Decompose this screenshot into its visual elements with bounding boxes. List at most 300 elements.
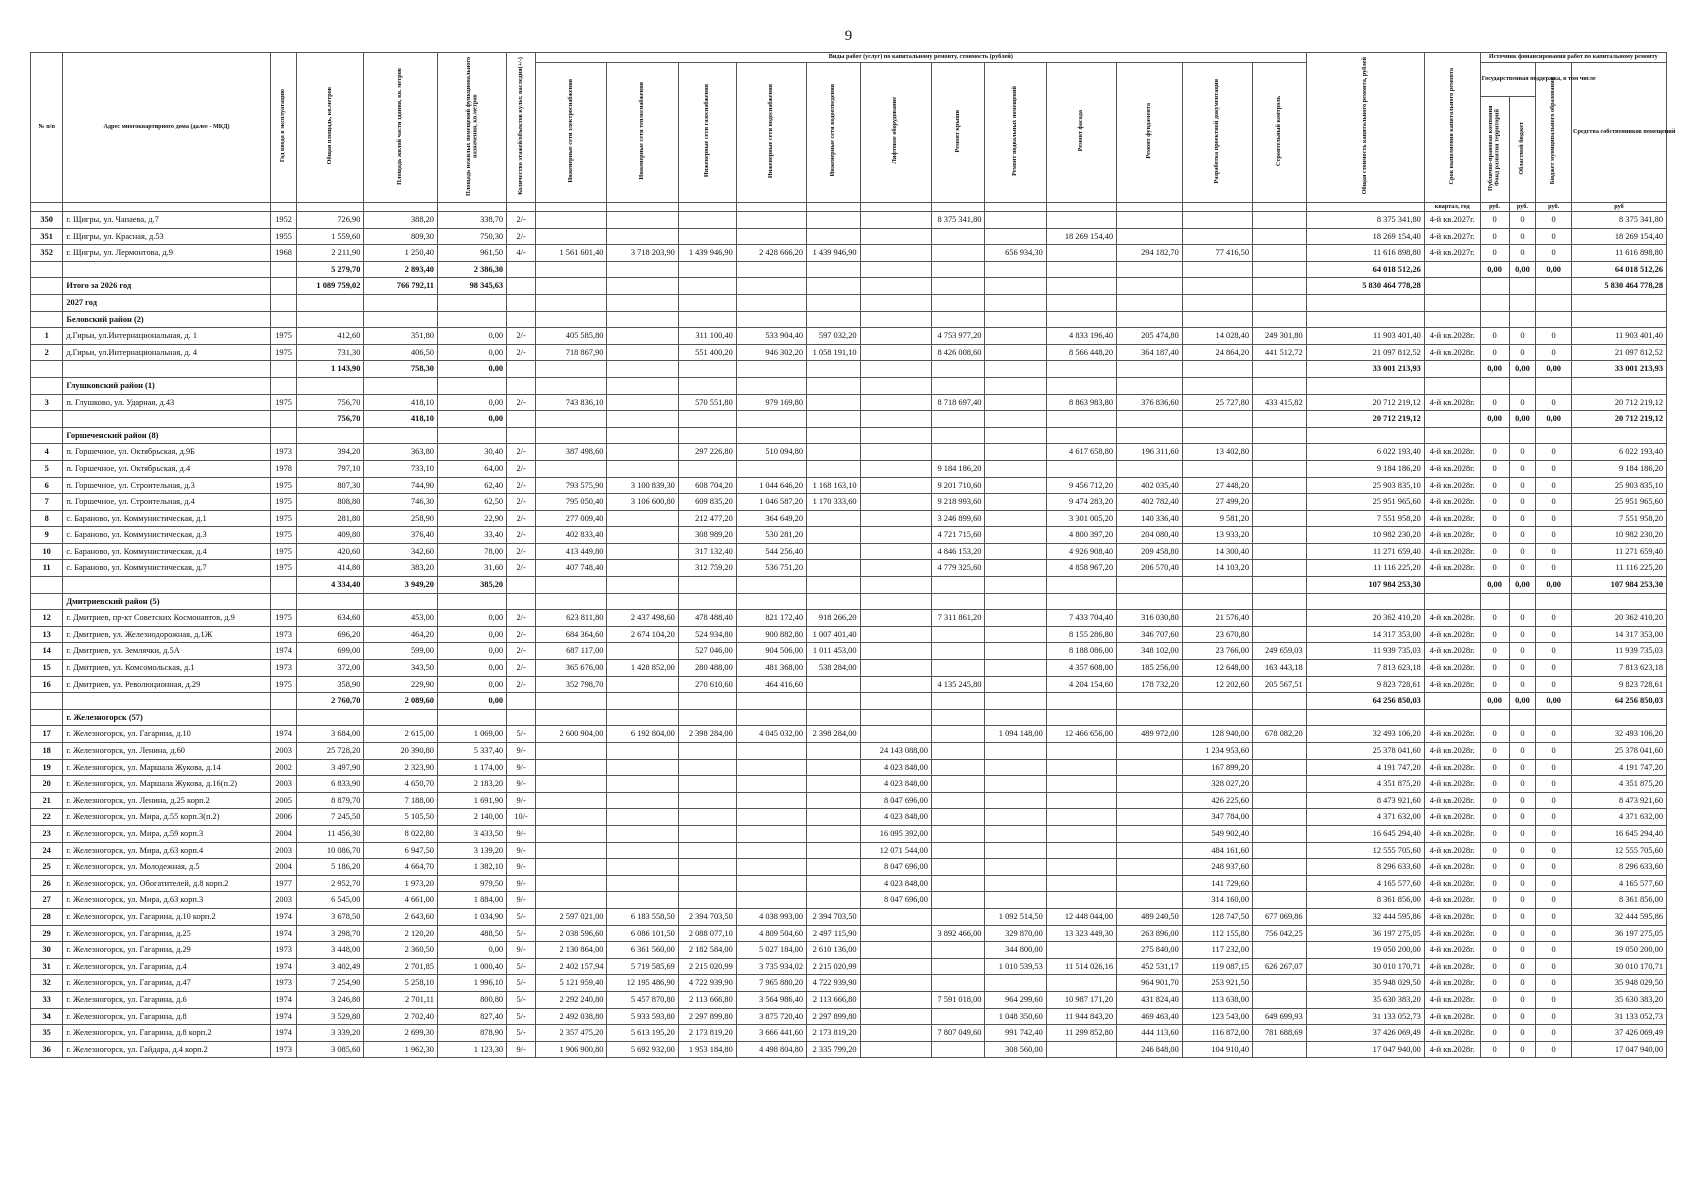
row-source-owners: 9 184 186,20 (1571, 460, 1666, 477)
row-floors: 9/- (507, 792, 536, 809)
row-number (31, 361, 63, 378)
row-living-area: 406,50 (364, 344, 438, 361)
row-year: 1952 (270, 212, 297, 229)
row-deadline (1424, 693, 1480, 710)
empty-cell (364, 311, 438, 328)
row-source-municipal: 0 (1536, 759, 1572, 776)
row-work-cost: 743 836,10 (536, 394, 607, 411)
row-work-cost (985, 743, 1046, 760)
row-total-cost: 4 371 632,00 (1306, 809, 1424, 826)
row-total-cost: 11 271 659,40 (1306, 543, 1424, 560)
row-work-cost: 1 906 900,80 (536, 1041, 607, 1058)
empty-cell (297, 427, 364, 444)
row-year: 1974 (270, 908, 297, 925)
row-address (63, 411, 270, 428)
row-living-area: 1 962,30 (364, 1041, 438, 1058)
row-work-cost (1117, 693, 1183, 710)
table-row (31, 610, 1667, 627)
row-work-cost: 4 721 715,60 (931, 527, 985, 544)
row-total-cost: 8 361 856,00 (1306, 892, 1424, 909)
row-number: 9 (31, 527, 63, 544)
row-work-cost: 3 301 005,20 (1046, 510, 1116, 527)
row-number (31, 261, 63, 278)
row-deadline: 4-й кв.2028г. (1424, 875, 1480, 892)
row-source-owners: 11 616 898,80 (1571, 245, 1666, 262)
row-total-area: 8 879,70 (297, 792, 364, 809)
row-number: 14 (31, 643, 63, 660)
row-work-cost: 317 132,40 (678, 543, 736, 560)
row-work-cost: 347 784,00 (1182, 809, 1252, 826)
row-living-area: 2 089,60 (364, 693, 438, 710)
empty-cell (1424, 377, 1480, 394)
row-work-cost: 7 807 049,60 (931, 1025, 985, 1042)
row-work-cost: 979 169,80 (736, 394, 806, 411)
row-total-cost: 8 296 633,60 (1306, 859, 1424, 876)
row-work-cost (607, 361, 678, 378)
row-source-fund: 0,00 (1480, 577, 1509, 594)
row-work-cost (860, 245, 931, 262)
row-nonresidential-area: 1 691,90 (437, 792, 506, 809)
header-living-area: Площадь жилой части здания, кв. метров (364, 53, 438, 203)
row-source-owners: 36 197 275,05 (1571, 925, 1666, 942)
row-work-cost (807, 543, 861, 560)
row-work-cost (985, 842, 1046, 859)
row-work-cost: 4 846 153,20 (931, 543, 985, 560)
row-work-cost (931, 875, 985, 892)
row-work-cost (1046, 892, 1116, 909)
row-work-cost: 8 863 983,80 (1046, 394, 1116, 411)
row-source-municipal: 0 (1536, 228, 1572, 245)
row-source-fund: 0 (1480, 444, 1509, 461)
header-nonresidential-area: Площадь нежилых помещений функционального назначения, кв.метров (437, 53, 506, 203)
page-number: 9 (844, 28, 853, 44)
empty-cell (1571, 294, 1666, 311)
row-deadline: 4-й кв.2028г. (1424, 942, 1480, 959)
row-work-cost (736, 411, 806, 428)
row-work-cost: 128 747,50 (1182, 908, 1252, 925)
row-source-owners: 30 010 170,71 (1571, 958, 1666, 975)
row-work-cost: 5 719 585,69 (607, 958, 678, 975)
row-year: 2003 (270, 776, 297, 793)
row-work-cost: 4 800 397,20 (1046, 527, 1116, 544)
row-source-fund: 0 (1480, 494, 1509, 511)
row-work-cost: 5 027 184,00 (736, 942, 806, 959)
row-work-cost: 4 722 939,90 (807, 975, 861, 992)
empty-cell (1480, 311, 1509, 328)
row-work-cost (860, 394, 931, 411)
row-work-cost (736, 875, 806, 892)
row-work-cost (985, 261, 1046, 278)
row-nonresidential-area: 3 433,50 (437, 825, 506, 842)
row-nonresidential-area: 62,40 (437, 477, 506, 494)
row-year: 1975 (270, 477, 297, 494)
unit-rub-region: руб. (1509, 202, 1536, 212)
row-source-fund: 0 (1480, 842, 1509, 859)
empty-cell (1571, 311, 1666, 328)
row-source-owners: 5 830 464 778,28 (1571, 278, 1666, 295)
row-work-cost (931, 908, 985, 925)
row-work-cost (985, 809, 1046, 826)
row-work-cost: 2 428 666,20 (736, 245, 806, 262)
table-row (31, 842, 1667, 859)
row-number: 16 (31, 676, 63, 693)
row-source-region: 0 (1509, 543, 1536, 560)
row-source-owners: 8 296 633,60 (1571, 859, 1666, 876)
row-work-cost: 8 375 341,80 (931, 212, 985, 229)
empty-cell (1117, 294, 1183, 311)
row-source-region: 0 (1509, 759, 1536, 776)
table-row (31, 494, 1667, 511)
row-work-cost: 8 047 696,00 (860, 892, 931, 909)
row-floors: 2/- (507, 643, 536, 660)
row-work-cost: 123 543,00 (1182, 1008, 1252, 1025)
row-source-owners: 11 903 401,40 (1571, 328, 1666, 345)
row-work-cost: 946 302,20 (736, 344, 806, 361)
table-row (31, 245, 1667, 262)
row-source-fund: 0,00 (1480, 693, 1509, 710)
row-nonresidential-area: 0,00 (437, 361, 506, 378)
row-work-cost (931, 1008, 985, 1025)
row-source-municipal: 0 (1536, 809, 1572, 826)
row-work-cost: 128 940,00 (1182, 726, 1252, 743)
row-total-area: 412,60 (297, 328, 364, 345)
row-living-area: 2 615,00 (364, 726, 438, 743)
row-work-cost (678, 776, 736, 793)
row-work-cost: 2 130 864,00 (536, 942, 607, 959)
row-work-cost (607, 261, 678, 278)
row-work-cost: 464 416,60 (736, 676, 806, 693)
row-work-cost: 756 042,25 (1253, 925, 1307, 942)
table-row (31, 460, 1667, 477)
empty-cell (1480, 709, 1509, 726)
row-floors: 2/- (507, 527, 536, 544)
subtotal-row (31, 411, 1667, 428)
empty-cell (736, 593, 806, 610)
empty-cell (536, 311, 607, 328)
row-source-owners: 17 047 940,00 (1571, 1041, 1666, 1058)
section-heading-empty (31, 427, 63, 444)
row-work-cost: 18 269 154,40 (1046, 228, 1116, 245)
row-floors: 2/- (507, 543, 536, 560)
row-deadline (1424, 278, 1480, 295)
empty-cell (507, 294, 536, 311)
row-deadline: 4-й кв.2028г. (1424, 925, 1480, 942)
row-work-cost: 3 100 839,30 (607, 477, 678, 494)
row-total-area: 808,80 (297, 494, 364, 511)
row-work-cost (678, 361, 736, 378)
row-work-cost (1253, 892, 1307, 909)
row-number: 4 (31, 444, 63, 461)
row-address: г. Железногорск, ул. Мира, д.63 корп.4 (63, 842, 270, 859)
row-source-owners: 11 116 225,20 (1571, 560, 1666, 577)
row-work-cost: 4 023 848,00 (860, 759, 931, 776)
row-living-area: 383,20 (364, 560, 438, 577)
empty-cell (1571, 377, 1666, 394)
row-work-cost: 481 368,00 (736, 660, 806, 677)
row-number: 11 (31, 560, 63, 577)
row-living-area: 5 105,50 (364, 809, 438, 826)
row-address: г. Железногорск, ул. Мира, д.55 корп.3(п.2) (63, 809, 270, 826)
row-total-area: 409,80 (297, 527, 364, 544)
row-source-municipal: 0 (1536, 991, 1572, 1008)
row-floors: 9/- (507, 875, 536, 892)
row-work-cost: 2 437 498,60 (607, 610, 678, 627)
empty-cell (678, 593, 736, 610)
row-floors: 2/- (507, 444, 536, 461)
row-work-cost: 536 751,20 (736, 560, 806, 577)
row-work-cost (860, 278, 931, 295)
row-work-cost: 9 474 283,20 (1046, 494, 1116, 511)
row-nonresidential-area: 0,00 (437, 626, 506, 643)
row-total-cost: 8 473 921,60 (1306, 792, 1424, 809)
empty-cell (1253, 593, 1307, 610)
row-total-area: 634,60 (297, 610, 364, 627)
row-work-cost (860, 577, 931, 594)
row-number: 19 (31, 759, 63, 776)
empty-cell (1182, 709, 1252, 726)
row-floors: 9/- (507, 759, 536, 776)
row-work-cost: 344 800,00 (985, 942, 1046, 959)
row-work-cost (678, 693, 736, 710)
row-work-cost (807, 444, 861, 461)
row-year: 1968 (270, 245, 297, 262)
row-source-fund: 0 (1480, 792, 1509, 809)
row-work-cost (1046, 577, 1116, 594)
row-floors (507, 278, 536, 295)
row-source-owners: 25 951 965,60 (1571, 494, 1666, 511)
empty-cell (1424, 593, 1480, 610)
row-living-area: 758,30 (364, 361, 438, 378)
row-work-cost (536, 892, 607, 909)
row-work-cost: 2 335 799,20 (807, 1041, 861, 1058)
section-heading: г. Железногорск (57) (63, 709, 270, 726)
row-total-cost: 14 317 353,00 (1306, 626, 1424, 643)
row-work-cost (860, 444, 931, 461)
row-year (270, 411, 297, 428)
empty-cell (860, 427, 931, 444)
row-total-area: 696,20 (297, 626, 364, 643)
row-deadline: 4-й кв.2028г. (1424, 892, 1480, 909)
row-nonresidential-area: 98 345,63 (437, 278, 506, 295)
header-work-foundation: Ремонт фундамента (1117, 62, 1183, 202)
row-nonresidential-area: 1 174,00 (437, 759, 506, 776)
section-heading: Дмитриевский район (5) (63, 593, 270, 610)
row-nonresidential-area: 22,90 (437, 510, 506, 527)
row-deadline: 4-й кв.2028г. (1424, 1025, 1480, 1042)
row-work-cost (1253, 610, 1307, 627)
row-work-cost (985, 278, 1046, 295)
row-work-cost (1117, 792, 1183, 809)
header-source-region: Областной бюджет (1509, 97, 1536, 203)
row-year: 1975 (270, 610, 297, 627)
row-year: 1975 (270, 560, 297, 577)
row-source-region: 0 (1509, 394, 1536, 411)
row-work-cost: 2 394 703,50 (678, 908, 736, 925)
row-deadline: 4-й кв.2028г. (1424, 759, 1480, 776)
row-source-fund: 0 (1480, 859, 1509, 876)
row-work-cost: 549 902,40 (1182, 825, 1252, 842)
empty-cell (985, 294, 1046, 311)
row-total-cost: 19 050 200,00 (1306, 942, 1424, 959)
row-work-cost: 2 394 703,50 (807, 908, 861, 925)
row-work-cost: 297 226,80 (678, 444, 736, 461)
row-address: г. Дмитриев, ул. Комсомольская, д.1 (63, 660, 270, 677)
header-deadline: Срок выполнения капитального ремонта (1424, 53, 1480, 203)
row-source-owners: 35 948 029,50 (1571, 975, 1666, 992)
row-work-cost (1253, 776, 1307, 793)
header-work-basement: Ремонт подвальных помещений (985, 62, 1046, 202)
row-year: 2004 (270, 859, 297, 876)
row-source-region: 0 (1509, 245, 1536, 262)
row-year: 1975 (270, 394, 297, 411)
row-work-cost (985, 643, 1046, 660)
row-source-owners: 31 133 052,73 (1571, 1008, 1666, 1025)
row-total-cost: 7 551 958,20 (1306, 510, 1424, 527)
row-work-cost (1253, 278, 1307, 295)
row-total-cost: 20 362 410,20 (1306, 610, 1424, 627)
row-work-cost (985, 560, 1046, 577)
row-work-cost: 2 610 136,00 (807, 942, 861, 959)
row-work-cost: 1 092 514,50 (985, 908, 1046, 925)
row-source-fund: 0 (1480, 643, 1509, 660)
row-source-municipal (1536, 278, 1572, 295)
row-source-fund: 0 (1480, 1041, 1509, 1058)
row-work-cost (860, 676, 931, 693)
empty-cell (860, 593, 931, 610)
empty-cell (607, 593, 678, 610)
row-year: 1973 (270, 975, 297, 992)
row-work-cost: 444 113,60 (1117, 1025, 1183, 1042)
row-work-cost: 405 585,80 (536, 328, 607, 345)
row-work-cost (860, 361, 931, 378)
row-living-area: 2 643,60 (364, 908, 438, 925)
row-year: 2006 (270, 809, 297, 826)
empty-cell (1182, 593, 1252, 610)
row-work-cost (1253, 991, 1307, 1008)
row-nonresidential-area: 2 183,20 (437, 776, 506, 793)
row-source-owners: 16 645 294,40 (1571, 825, 1666, 842)
row-work-cost: 316 030,80 (1117, 610, 1183, 627)
row-total-cost: 32 493 106,20 (1306, 726, 1424, 743)
row-source-municipal: 0,00 (1536, 693, 1572, 710)
row-deadline: 4-й кв.2028г. (1424, 394, 1480, 411)
row-work-cost: 205 474,80 (1117, 328, 1183, 345)
row-work-cost: 4 023 848,00 (860, 875, 931, 892)
row-nonresidential-area: 0,00 (437, 942, 506, 959)
row-work-cost (678, 825, 736, 842)
row-year: 2004 (270, 825, 297, 842)
header-works-group: Виды работ (услуг) по капитальному ремонту, стоимость (рублей) (536, 53, 1307, 63)
empty-cell (1046, 593, 1116, 610)
row-number: 32 (31, 975, 63, 992)
row-nonresidential-area: 1 123,30 (437, 1041, 506, 1058)
empty-cell (507, 427, 536, 444)
row-work-cost: 12 195 486,90 (607, 975, 678, 992)
row-source-owners: 4 371 632,00 (1571, 809, 1666, 826)
row-work-cost: 387 498,60 (536, 444, 607, 461)
row-work-cost: 1 953 184,80 (678, 1041, 736, 1058)
row-deadline: 4-й кв.2028г. (1424, 460, 1480, 477)
row-total-cost: 11 939 735,03 (1306, 643, 1424, 660)
row-work-cost: 277 009,40 (536, 510, 607, 527)
row-work-cost: 1 094 148,00 (985, 726, 1046, 743)
row-work-cost (860, 1008, 931, 1025)
row-source-municipal: 0,00 (1536, 411, 1572, 428)
row-work-cost (1046, 411, 1116, 428)
row-work-cost: 311 100,40 (678, 328, 736, 345)
empty-cell (736, 427, 806, 444)
row-year: 1975 (270, 328, 297, 345)
row-work-cost (1046, 809, 1116, 826)
row-work-cost: 4 617 658,80 (1046, 444, 1116, 461)
row-work-cost (807, 361, 861, 378)
row-source-owners: 4 165 577,60 (1571, 875, 1666, 892)
row-source-owners: 35 630 383,20 (1571, 991, 1666, 1008)
row-year: 1978 (270, 460, 297, 477)
row-work-cost: 677 069,86 (1253, 908, 1307, 925)
row-work-cost (985, 577, 1046, 594)
row-source-owners: 25 903 835,10 (1571, 477, 1666, 494)
row-work-cost: 3 875 720,40 (736, 1008, 806, 1025)
row-work-cost (807, 510, 861, 527)
row-work-cost: 16 095 392,00 (860, 825, 931, 842)
row-living-area: 1 250,40 (364, 245, 438, 262)
row-work-cost (607, 859, 678, 876)
row-year: 1975 (270, 494, 297, 511)
row-source-fund: 0 (1480, 1025, 1509, 1042)
row-work-cost (536, 460, 607, 477)
row-nonresidential-area: 488,50 (437, 925, 506, 942)
row-work-cost: 352 798,70 (536, 676, 607, 693)
row-floors: 9/- (507, 842, 536, 859)
row-address: г. Дмитриев, пр-кт Советских Космонавтов, д.9 (63, 610, 270, 627)
row-total-cost: 32 444 595,86 (1306, 908, 1424, 925)
row-work-cost: 8 426 008,60 (931, 344, 985, 361)
row-work-cost (678, 842, 736, 859)
row-source-fund: 0 (1480, 626, 1509, 643)
row-work-cost (607, 792, 678, 809)
empty-cell (437, 377, 506, 394)
row-work-cost (860, 494, 931, 511)
row-deadline: 4-й кв.2028г. (1424, 842, 1480, 859)
row-work-cost: 964 299,60 (985, 991, 1046, 1008)
empty-cell (1306, 294, 1424, 311)
section-heading-empty (31, 593, 63, 610)
row-work-cost: 14 103,20 (1182, 560, 1252, 577)
row-work-cost: 163 443,18 (1253, 660, 1307, 677)
row-work-cost: 1 058 191,10 (807, 344, 861, 361)
row-work-cost: 1 011 453,00 (807, 643, 861, 660)
table-row (31, 908, 1667, 925)
empty-cell (1253, 377, 1307, 394)
row-source-municipal: 0 (1536, 626, 1572, 643)
row-floors: 9/- (507, 1041, 536, 1058)
row-work-cost (736, 809, 806, 826)
row-deadline: 4-й кв.2028г. (1424, 809, 1480, 826)
row-work-cost (1253, 875, 1307, 892)
row-nonresidential-area: 0,00 (437, 676, 506, 693)
empty-cell (1480, 377, 1509, 394)
row-work-cost: 795 050,40 (536, 494, 607, 511)
row-work-cost (1117, 825, 1183, 842)
row-nonresidential-area: 0,00 (437, 693, 506, 710)
empty-cell (1424, 427, 1480, 444)
row-address: г. Железногорск, ул. Ленина, д.60 (63, 743, 270, 760)
row-living-area: 351,80 (364, 328, 438, 345)
row-work-cost: 6 086 101,50 (607, 925, 678, 942)
row-nonresidential-area: 1 069,00 (437, 726, 506, 743)
row-number: 15 (31, 660, 63, 677)
